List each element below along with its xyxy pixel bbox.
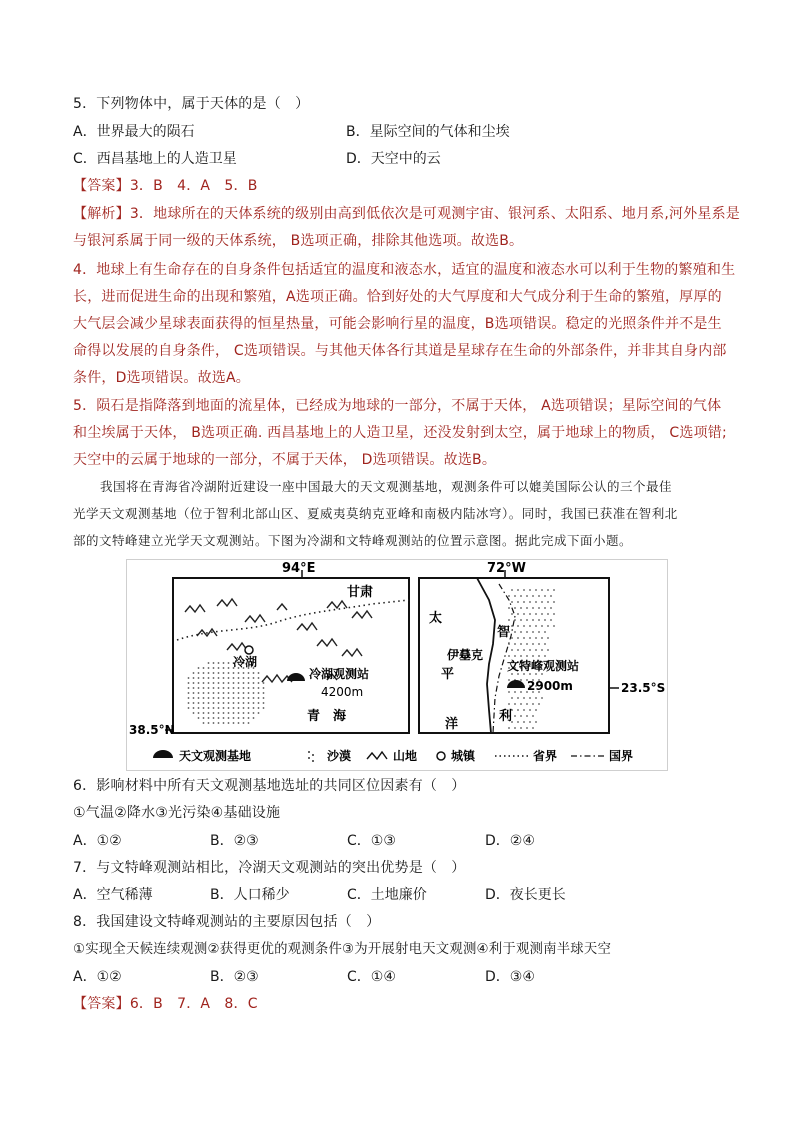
q6-option-d: D．②④ bbox=[485, 833, 535, 849]
analysis-line-3: 4．地球上有生命存在的自身条件包括适宜的温度和液态水，适宜的温度和液态水可以利于生物的繁殖和生 bbox=[73, 262, 736, 278]
analysis-text: 3．地球所在的天体系统的级别由高到低依次是可观测宇宙、银河系、太阳系、地月系,河外星系是 bbox=[129, 206, 740, 222]
analysis-line-2: 与银河系属于同一级的天体系统， B选项正确，排除其他选项。故选B。 bbox=[73, 233, 524, 249]
q6-option-b: B．②③ bbox=[210, 833, 259, 849]
q8-option-b: B．②③ bbox=[210, 969, 259, 985]
analysis-line-10: 天空中的云属于地球的一部分，不属于天体， D选项错误。故选B。 bbox=[73, 452, 497, 468]
desert-area bbox=[188, 662, 265, 724]
analysis-line-4: 长，进而促进生命的出现和繁殖，A选项正确。恰到好处的大气厚度和大气成分利于生命的繁殖，厚厚的 bbox=[73, 289, 722, 305]
map-legend bbox=[153, 748, 633, 763]
zhi-label: 智 bbox=[497, 625, 511, 640]
q8-items: ①实现全天候连续观测②获得更优的观测条件③为开展射电天文观测④利于观测南半球天空 bbox=[73, 942, 612, 957]
q6-stem: 6．影响材料中所有天文观测基地选址的共同区位因素有（ ） bbox=[73, 778, 466, 794]
lenghu-town-icon bbox=[245, 646, 253, 654]
legend-desert-icon bbox=[308, 751, 314, 762]
analysis-line-9: 和尘埃属于天体， B选项正确. 西昌基地上的人造卫星，还没发射到太空，属于地球上的物质， C选项错; bbox=[73, 425, 727, 441]
q7-option-c: C．土地廉价 bbox=[347, 887, 427, 903]
answer-tag: 【答案】 bbox=[73, 178, 130, 194]
material-line-1: 我国将在青海省冷湖附近建设一座中国最大的天文观测基地，观测条件可以媲美国际公认的三个最佳 bbox=[100, 479, 673, 494]
province-boundary bbox=[177, 600, 409, 640]
map-svg bbox=[127, 560, 667, 770]
lenghu-label: 冷湖 bbox=[233, 655, 258, 669]
right-lon-label: 72°W bbox=[487, 561, 526, 576]
q5-option-a: A．世界最大的陨石 bbox=[73, 124, 195, 140]
analysis-line-6: 命得以发展的自身条件， C选项错误。与其他天体各行其道是星球存在生命的外部条件，并非其自身内部 bbox=[73, 343, 727, 359]
q5-option-b: B．星际空间的气体和尘埃 bbox=[346, 124, 510, 140]
legend-province-label: 省界 bbox=[533, 749, 558, 763]
material-line-2: 光学天文观测基地（位于智利北部山区、夏威夷莫纳克亚峰和南极内陆冰穹）。同时，我国已获准在智利北 bbox=[73, 506, 678, 521]
lenghu-station-icon bbox=[287, 673, 305, 681]
q8-stem: 8．我国建设文特峰观测站的主要原因包括（ ） bbox=[73, 914, 381, 930]
q8-option-d: D．③④ bbox=[485, 969, 535, 985]
left-lat-label: 38.5°N bbox=[129, 723, 175, 737]
q5-option-c: C．西昌基地上的人造卫星 bbox=[73, 151, 237, 167]
gansu-label: 甘肃 bbox=[347, 585, 374, 600]
legend-country-label: 国界 bbox=[609, 749, 634, 763]
legend-mountain-label: 山地 bbox=[393, 749, 418, 763]
legend-base-label: 天文观测基地 bbox=[179, 749, 252, 763]
material-line-3: 部的文特峰建立光学天文观测站。下图为冷湖和文特峰观测站的位置示意图。据此完成下面小题。 bbox=[73, 533, 633, 548]
legend-mountain-icon bbox=[367, 752, 387, 759]
right-lat-label: 23.5°S bbox=[621, 681, 666, 695]
q5-stem: 5．下列物体中，属于天体的是（ ） bbox=[73, 96, 310, 112]
lenghu-station-label: 冷湖观测站 bbox=[309, 667, 370, 681]
analysis-line-7: 条件，D选项错误。故选A。 bbox=[73, 370, 250, 386]
yijike-label: 伊基克 bbox=[447, 648, 484, 662]
left-lon-label: 94°E bbox=[282, 561, 316, 576]
answer-text: 6．B 7．A 8．C bbox=[129, 996, 258, 1012]
left-panel-frame bbox=[173, 578, 409, 733]
location-map bbox=[126, 559, 668, 771]
tai-label: 太 bbox=[429, 611, 443, 626]
answer-block-1 bbox=[73, 176, 258, 196]
q7-option-d: D．夜长更长 bbox=[485, 887, 566, 903]
answer-text: 3．B 4．A 5．B bbox=[129, 178, 258, 194]
q5-option-d: D．天空中的云 bbox=[346, 151, 441, 167]
q7-option-b: B．人口稀少 bbox=[210, 887, 290, 903]
analysis-line-8: 5．陨石是指降落到地面的流星体，已经成为地球的一部分，不属于天体， A选项错误；星际空间的气体 bbox=[73, 398, 722, 414]
legend-town-label: 城镇 bbox=[451, 749, 476, 763]
q7-option-a: A．空气稀薄 bbox=[73, 887, 153, 903]
q6-option-c: C．①③ bbox=[347, 833, 396, 849]
q7-stem: 7．与文特峰观测站相比，冷湖天文观测站的突出优势是（ ） bbox=[73, 860, 466, 876]
legend-base-icon bbox=[153, 750, 173, 758]
wente-station-icon bbox=[507, 680, 525, 688]
answer-block-2 bbox=[73, 994, 258, 1014]
answer-tag: 【答案】 bbox=[73, 996, 130, 1012]
qinghai-label: 青 海 bbox=[307, 709, 347, 724]
q6-option-a: A．①② bbox=[73, 833, 122, 849]
q8-option-c: C．①④ bbox=[347, 969, 396, 985]
legend-desert-label: 沙漠 bbox=[327, 749, 352, 763]
analysis-tag: 【解析】 bbox=[73, 206, 130, 222]
lenghu-altitude: 4200m bbox=[321, 685, 364, 699]
ping-label: 平 bbox=[441, 667, 455, 682]
li-label: 利 bbox=[499, 709, 513, 724]
analysis-line-1 bbox=[73, 204, 740, 224]
analysis-line-5: 大气层会减少星球表面获得的恒星热量，可能会影响行星的温度，B选项错误。稳定的光照条件并不是生 bbox=[73, 316, 722, 332]
wente-station-label: 文特峰观测站 bbox=[507, 659, 580, 673]
wente-altitude: 2900m bbox=[527, 679, 573, 693]
legend-town-icon bbox=[437, 752, 445, 760]
q6-items: ①气温②降水③光污染④基础设施 bbox=[73, 805, 281, 821]
yang-label: 洋 bbox=[445, 717, 459, 732]
q8-option-a: A．①② bbox=[73, 969, 122, 985]
